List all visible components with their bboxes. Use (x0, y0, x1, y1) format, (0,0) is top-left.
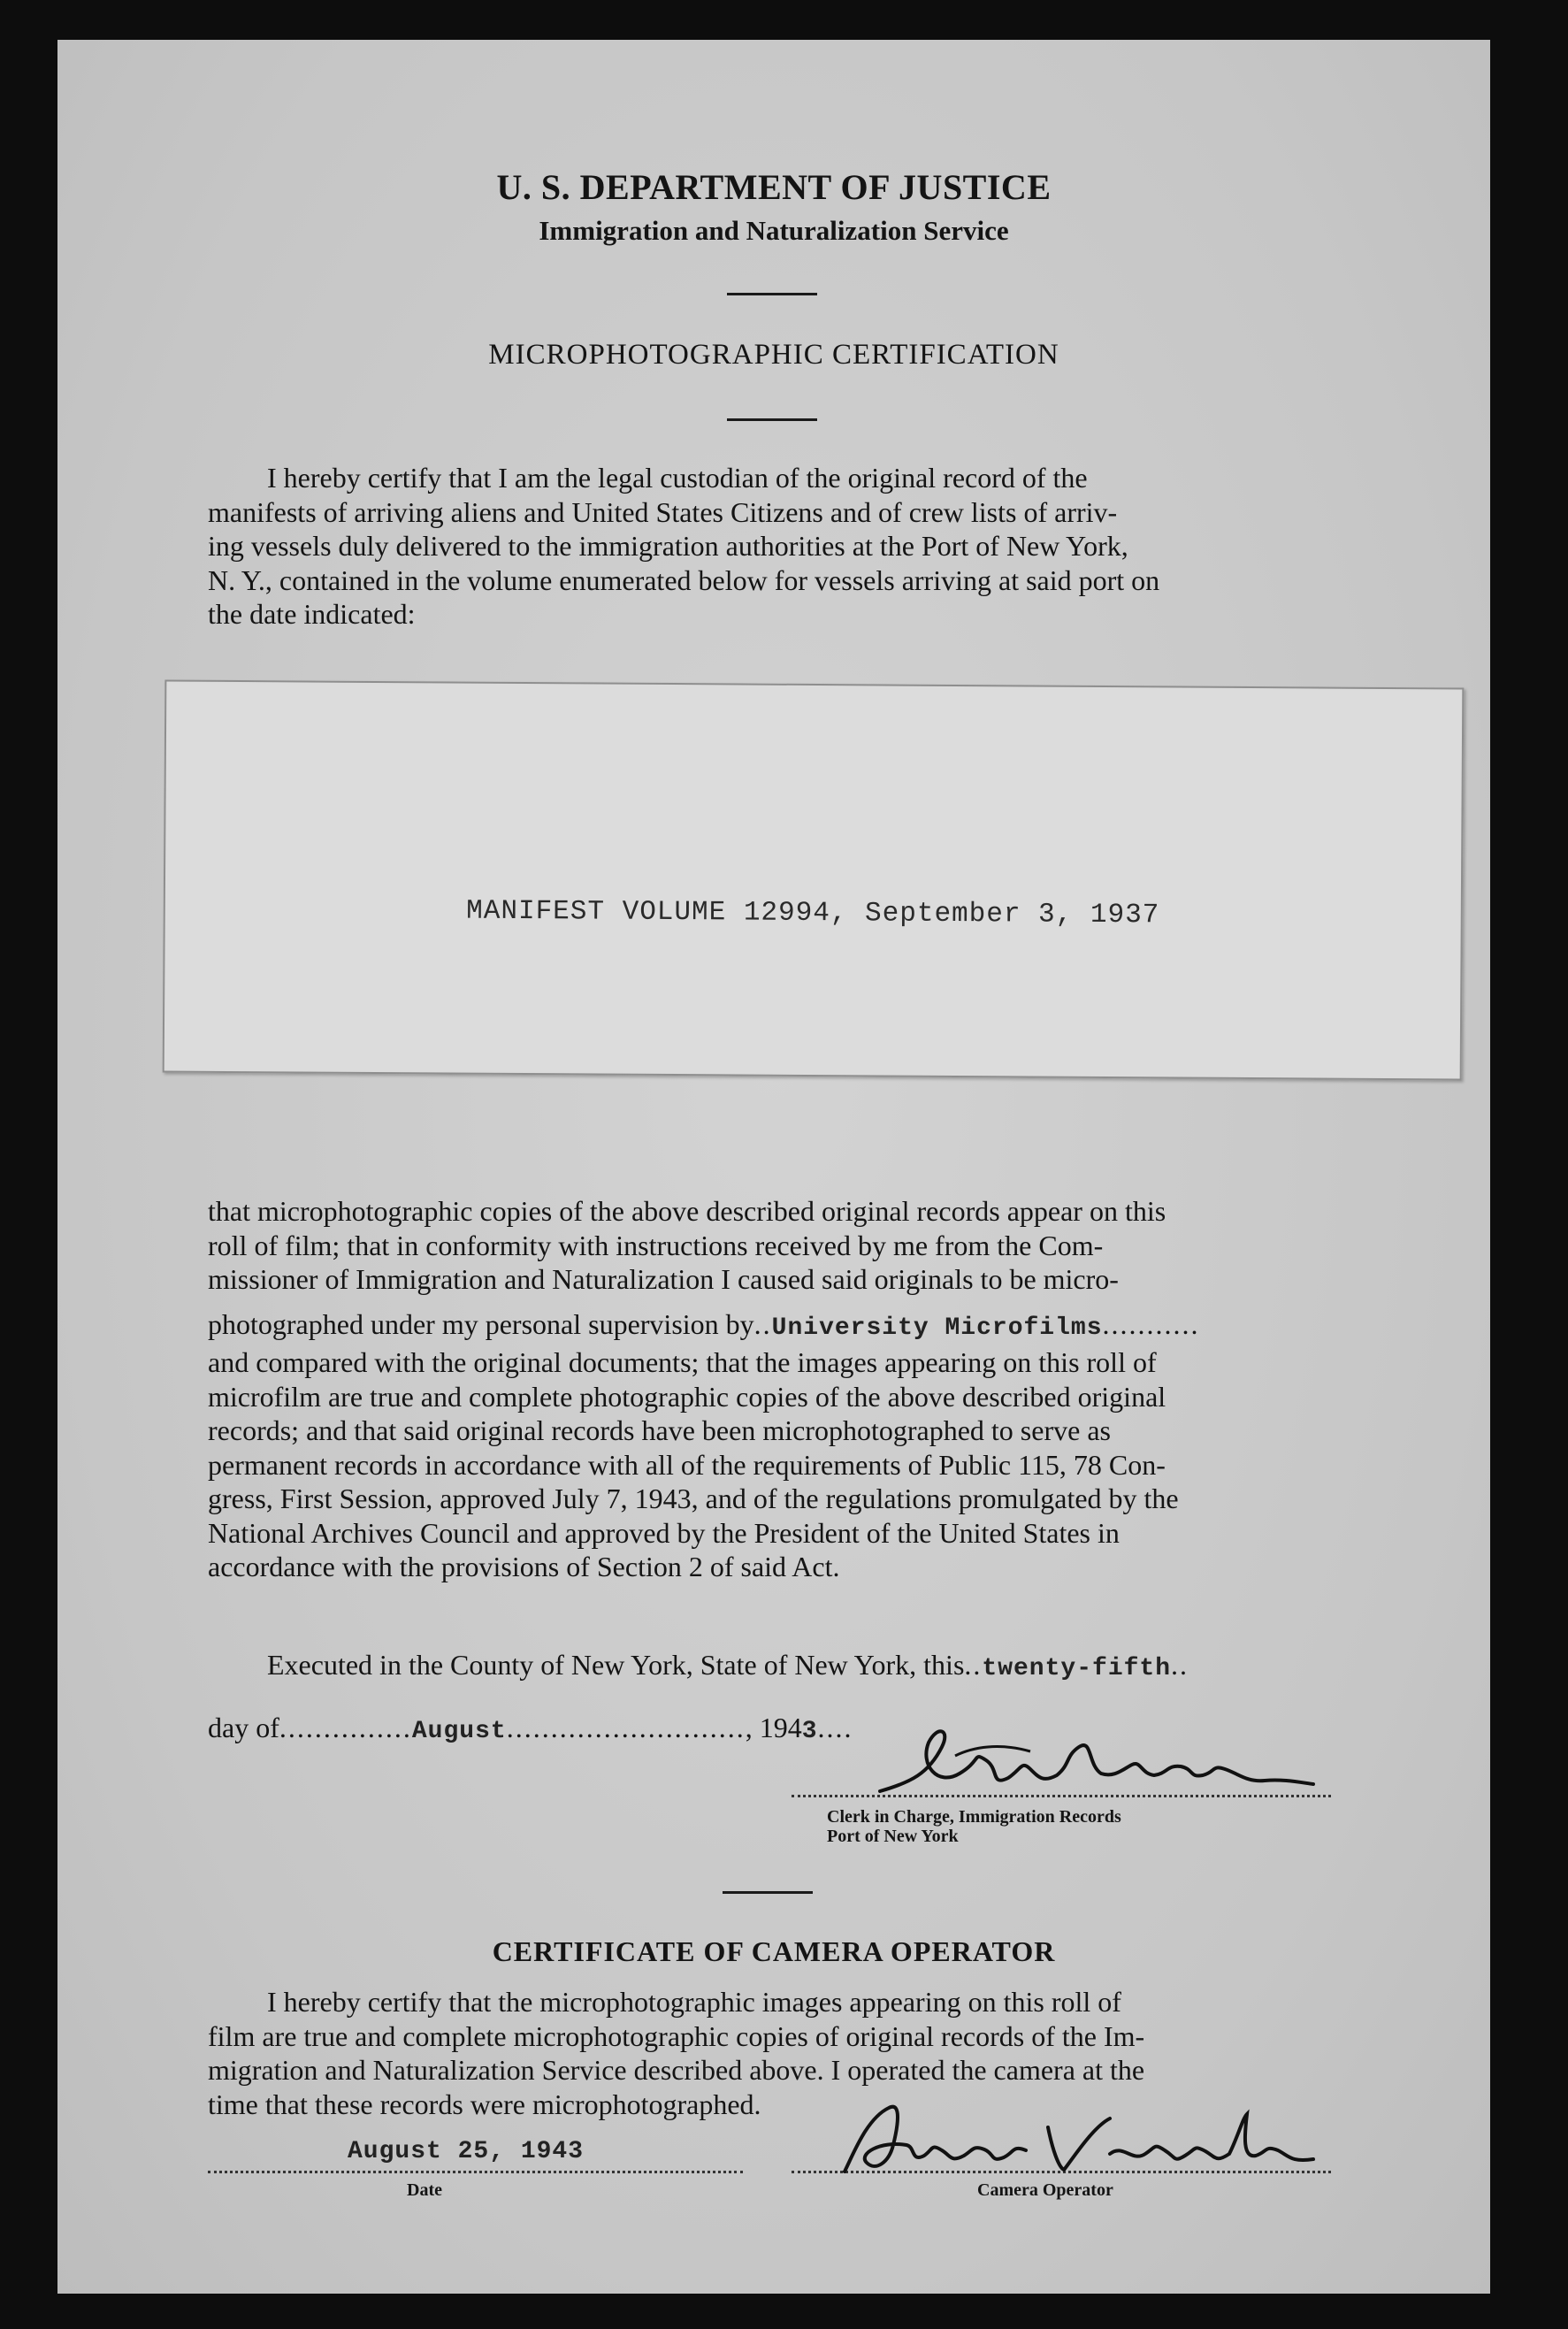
intro-line: I hereby certify that I am the legal custodian of the original record of the (267, 462, 1088, 494)
divider-third (723, 1891, 813, 1894)
certificate-page (57, 40, 1490, 2294)
body-line: gress, First Session, approved July 7, 1943, and of the regulations promulgated by the (208, 1482, 1179, 1514)
operator-signature (827, 2101, 1322, 2180)
clerk-title-line1: Clerk in Charge, Immigration Records (827, 1807, 1121, 1827)
supervision-prefix: photographed under my personal supervision by (208, 1307, 754, 1340)
clerk-signature (876, 1720, 1318, 1809)
intro-line: manifests of arriving aliens and United States Citizens and of crew lists of arriv- (208, 495, 1118, 528)
execution-line: Executed in the County of New York, State of New York, this..twenty-fifth.. (267, 1649, 1189, 1682)
camera-line: migration and Naturalization Service described above. I operated the camera at the (208, 2054, 1145, 2086)
body-line: and compared with the original documents; that the images appearing on this roll of (208, 1346, 1157, 1378)
camera-line: time that these records were microphotographed. (208, 2088, 761, 2120)
body-line: missioner of Immigration and Naturalization I caused said originals to be micro- (208, 1263, 1119, 1295)
body-line: permanent records in accordance with all of the requirements of Public 115, 78 Con- (208, 1448, 1166, 1481)
manifest-volume-box (163, 680, 1465, 1081)
body-line: microfilm are true and complete photographic copies of the above described original (208, 1380, 1166, 1413)
body-line: accordance with the provisions of Section 2 of said Act. (208, 1551, 840, 1582)
operator-label: Camera Operator (977, 2180, 1113, 2200)
divider-top (727, 293, 817, 295)
execution-prefix: Executed in the County of New York, State of New York, this (267, 1649, 965, 1681)
date-line (208, 2171, 743, 2173)
supervision-by-value: University Microfilms (771, 1314, 1103, 1342)
supervision-line: photographed under my personal supervision by..University Microfilms........... (208, 1307, 1200, 1342)
body-line: that microphotographic copies of the above described original records appear on this (208, 1195, 1166, 1227)
intro-line: the date indicated: (208, 598, 416, 630)
camera-date-value: August 25, 1943 (348, 2138, 585, 2165)
department-heading: U. S. DEPARTMENT OF JUSTICE (496, 167, 1052, 207)
execution-day-value: twenty-fifth (982, 1655, 1172, 1682)
body-line: National Archives Council and approved by the President of the United States in (208, 1516, 1120, 1549)
day-of-line: day of...............August..........................., 1943.... (208, 1712, 853, 1745)
intro-line: N. Y., contained in the volume enumerated below for vessels arriving at said port on (208, 563, 1160, 596)
intro-line: ing vessels duly delivered to the immigration authorities at the Port of New York, (208, 530, 1128, 562)
camera-certificate-title: CERTIFICATE OF CAMERA OPERATOR (492, 1935, 1056, 1967)
clerk-title-line2: Port of New York (827, 1827, 959, 1846)
body-line: roll of film; that in conformity with instructions received by me from the Com- (208, 1229, 1104, 1261)
year-prefix: , 194 (745, 1712, 802, 1743)
service-subheading: Immigration and Naturalization Service (539, 215, 1009, 246)
execution-month-value: August (411, 1718, 507, 1745)
camera-line: film are true and complete microphotographic copies of original records of the Im- (208, 2019, 1145, 2052)
day-of-label: day of (208, 1712, 279, 1743)
camera-line: I hereby certify that the microphotographic images appearing on this roll of (267, 1986, 1121, 2018)
body-paragraph (208, 1194, 1333, 1584)
divider-second (727, 418, 817, 421)
certification-title: MICROPHOTOGRAPHIC CERTIFICATION (488, 339, 1059, 371)
date-label: Date (407, 2180, 442, 2200)
year-digit-value: 3 (801, 1718, 818, 1745)
body-line: records; and that said original records have been microphotographed to serve as (208, 1414, 1111, 1446)
clerk-title (827, 1807, 1121, 1846)
manifest-volume-text: MANIFEST VOLUME 12994, September 3, 1937 (466, 895, 1160, 931)
intro-paragraph (208, 461, 1333, 632)
